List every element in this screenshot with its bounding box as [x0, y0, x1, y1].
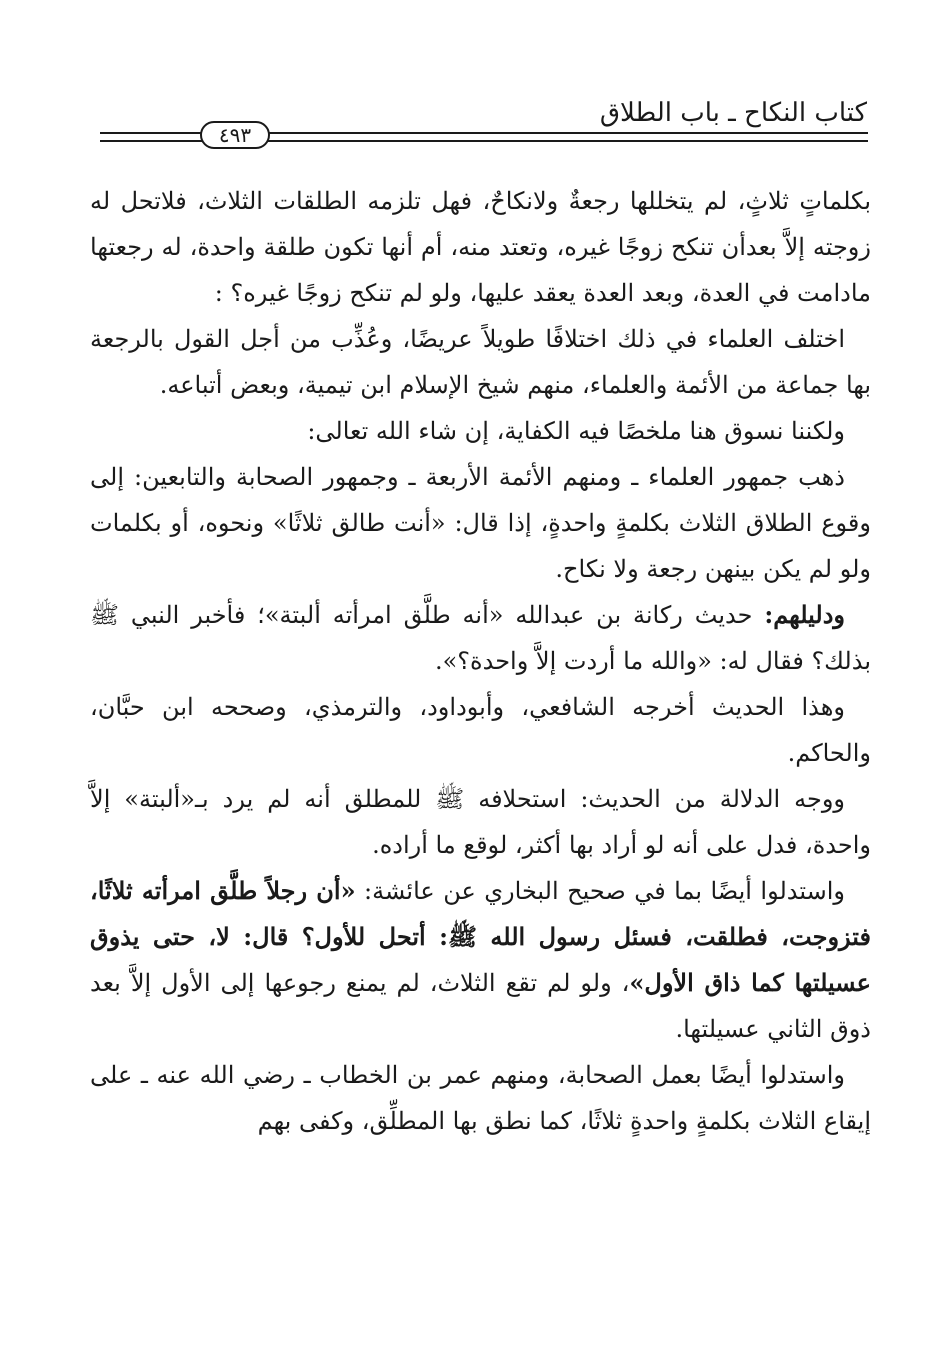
- page-number: ٤٩٣: [200, 121, 270, 149]
- paragraph: وهذا الحديث أخرجه الشافعي، وأبوداود، والترمذي، وصححه ابن حبَّان، والحاكم.: [90, 693, 871, 767]
- paragraph: ذهب جمهور العلماء ـ ومنهم الأئمة الأربعة ـ وجمهور الصحابة والتابعين: إلى وقوع الطلاق الثلاث بكلمةٍ واحدةٍ، إذا قال: «أنت طالق ثلاثًا» ونحوه، أو بكلمات ولو لم يكن بينهن رجعة ولا نكاح.: [90, 463, 871, 583]
- body-text: [90, 178, 871, 1144]
- paragraph: ووجه الدلالة من الحديث: استحلافه ﷺ للمطلق أنه لم يرد بـ«ألبتة» إلاَّ واحدة، فدل على أنه لو أراد بها أكثر، لوقع ما أراده.: [90, 785, 871, 859]
- header-rule: [268, 132, 868, 134]
- running-header-title: كتاب النكاح ـ باب الطلاق: [599, 98, 867, 128]
- paragraph-text: حديث ركانة بن عبدالله «أنه طلَّق امرأته ألبتة»؛ فأخبر النبي ﷺ بذلك؟ فقال له: «والله ما أردت إلاَّ واحدة؟».: [90, 601, 871, 675]
- paragraph: [90, 868, 871, 1052]
- paragraph: واستدلوا أيضًا بعمل الصحابة، ومنهم عمر بن الخطاب ـ رضي الله عنه ـ على إيقاع الثلاث بكلمةٍ واحدةٍ ثلاثًا، كما نطق بها المطلِّق، وكفى بهم: [90, 1061, 871, 1135]
- paragraph: [90, 592, 871, 684]
- paragraph: بكلماتٍ ثلاثٍ، لم يتخللها رجعةٌ ولانكاحٌ، فهل تلزمه الطلقات الثلاث، فلاتحل له زوجته إلاَّ بعدأن تنكح زوجًا غيره، وتعتد منه، أم أنها تكون طلقة واحدة، له رجعتها مادامت في العدة، وبعد العدة يعقد عليها، ولو لم تنكح زوجًا غيره؟ :: [90, 187, 871, 307]
- header-rule: [268, 140, 868, 142]
- paragraph: ولكننا نسوق هنا ملخصًا فيه الكفاية، إن شاء الله تعالى:: [307, 417, 845, 445]
- hadith-quote: «أن رجلاً طلَّق امرأته ثلاثًا، فتزوجت، فطلقت، فسئل رسول الله ﷺ: أتحل للأول؟ قال: لا، حتى يذوق عسيلتها كما ذاق الأول»: [90, 876, 871, 997]
- paragraph-text: واستدلوا أيضًا بما في صحيح البخاري عن عائشة:: [355, 877, 845, 905]
- paragraph: اختلف العلماء في ذلك اختلافًا طويلاً عريضًا، وعُذِّب من أجل القول بالرجعة بها جماعة من الأئمة والعلماء، منهم شيخ الإسلام ابن تيمية، وبعض أتباعه.: [90, 325, 871, 399]
- header-rule: [100, 140, 205, 142]
- paragraph-text: ، ولو لم تقع الثلاث، لم يمنع رجوعها إلى الأول إلاَّ بعد ذوق الثاني عسيلتها.: [90, 969, 871, 1043]
- header-rule: [100, 132, 205, 134]
- paragraph-lead: ودليلهم:: [764, 600, 845, 629]
